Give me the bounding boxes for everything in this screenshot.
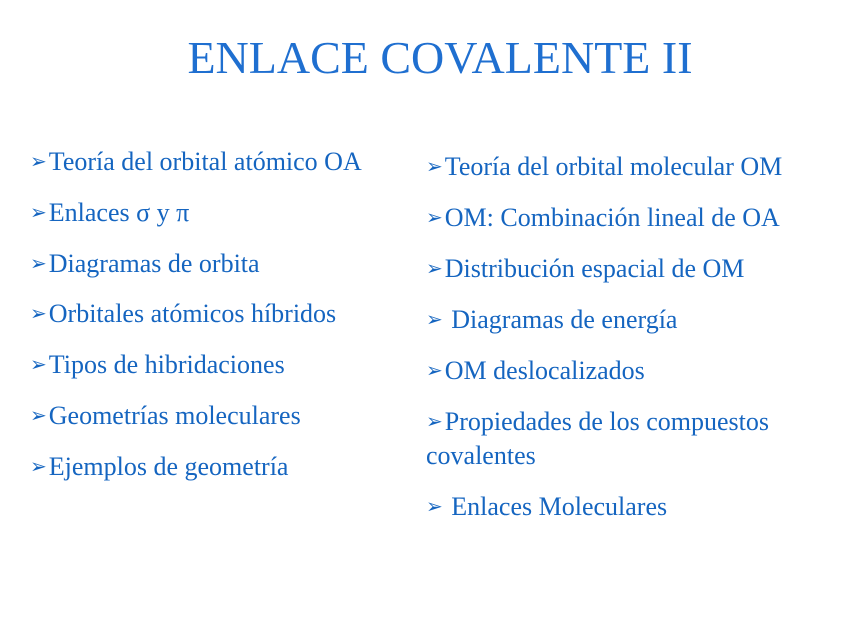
arrow-bullet-icon: ➢: [30, 303, 47, 325]
arrow-bullet-icon: ➢: [30, 253, 47, 275]
right-item-2: ➢OM: Combinación lineal de OA: [426, 203, 780, 232]
arrow-bullet-icon: ➢: [426, 207, 443, 229]
right-item-3: ➢Distribución espacial de OM: [426, 254, 745, 283]
arrow-bullet-icon: ➢: [426, 496, 443, 518]
arrow-bullet-icon: ➢: [426, 156, 443, 178]
arrow-bullet-icon: ➢: [30, 151, 47, 173]
right-item-7: ➢ Enlaces Moleculares: [426, 492, 668, 521]
arrow-bullet-icon: ➢: [426, 309, 443, 331]
arrow-bullet-icon: ➢: [30, 405, 47, 427]
arrow-bullet-icon: ➢: [30, 202, 47, 224]
left-item-2: ➢Enlaces σ y π: [30, 198, 190, 227]
left-item-6: ➢Geometrías moleculares: [30, 401, 301, 430]
arrow-bullet-icon: ➢: [30, 354, 47, 376]
right-item-6: ➢Propiedades de los compuestos covalentes: [426, 407, 769, 470]
left-item-1: ➢Teoría del orbital atómico OA: [30, 147, 362, 176]
left-item-4: ➢Orbitales atómicos híbridos: [30, 299, 337, 328]
left-item-5: ➢Tipos de hibridaciones: [30, 350, 285, 379]
arrow-bullet-icon: ➢: [426, 411, 443, 433]
arrow-bullet-icon: ➢: [30, 456, 47, 478]
right-item-1: ➢Teoría del orbital molecular OM: [426, 152, 783, 181]
left-item-7: ➢Ejemplos de geometría: [30, 452, 289, 481]
left-item-3: ➢Diagramas de orbita: [30, 249, 260, 278]
slide-title: ENLACE COVALENTE II: [187, 32, 693, 83]
arrow-bullet-icon: ➢: [426, 258, 443, 280]
arrow-bullet-icon: ➢: [426, 360, 443, 382]
right-item-4: ➢ Diagramas de energía: [426, 305, 678, 334]
right-item-5: ➢OM deslocalizados: [426, 356, 645, 385]
